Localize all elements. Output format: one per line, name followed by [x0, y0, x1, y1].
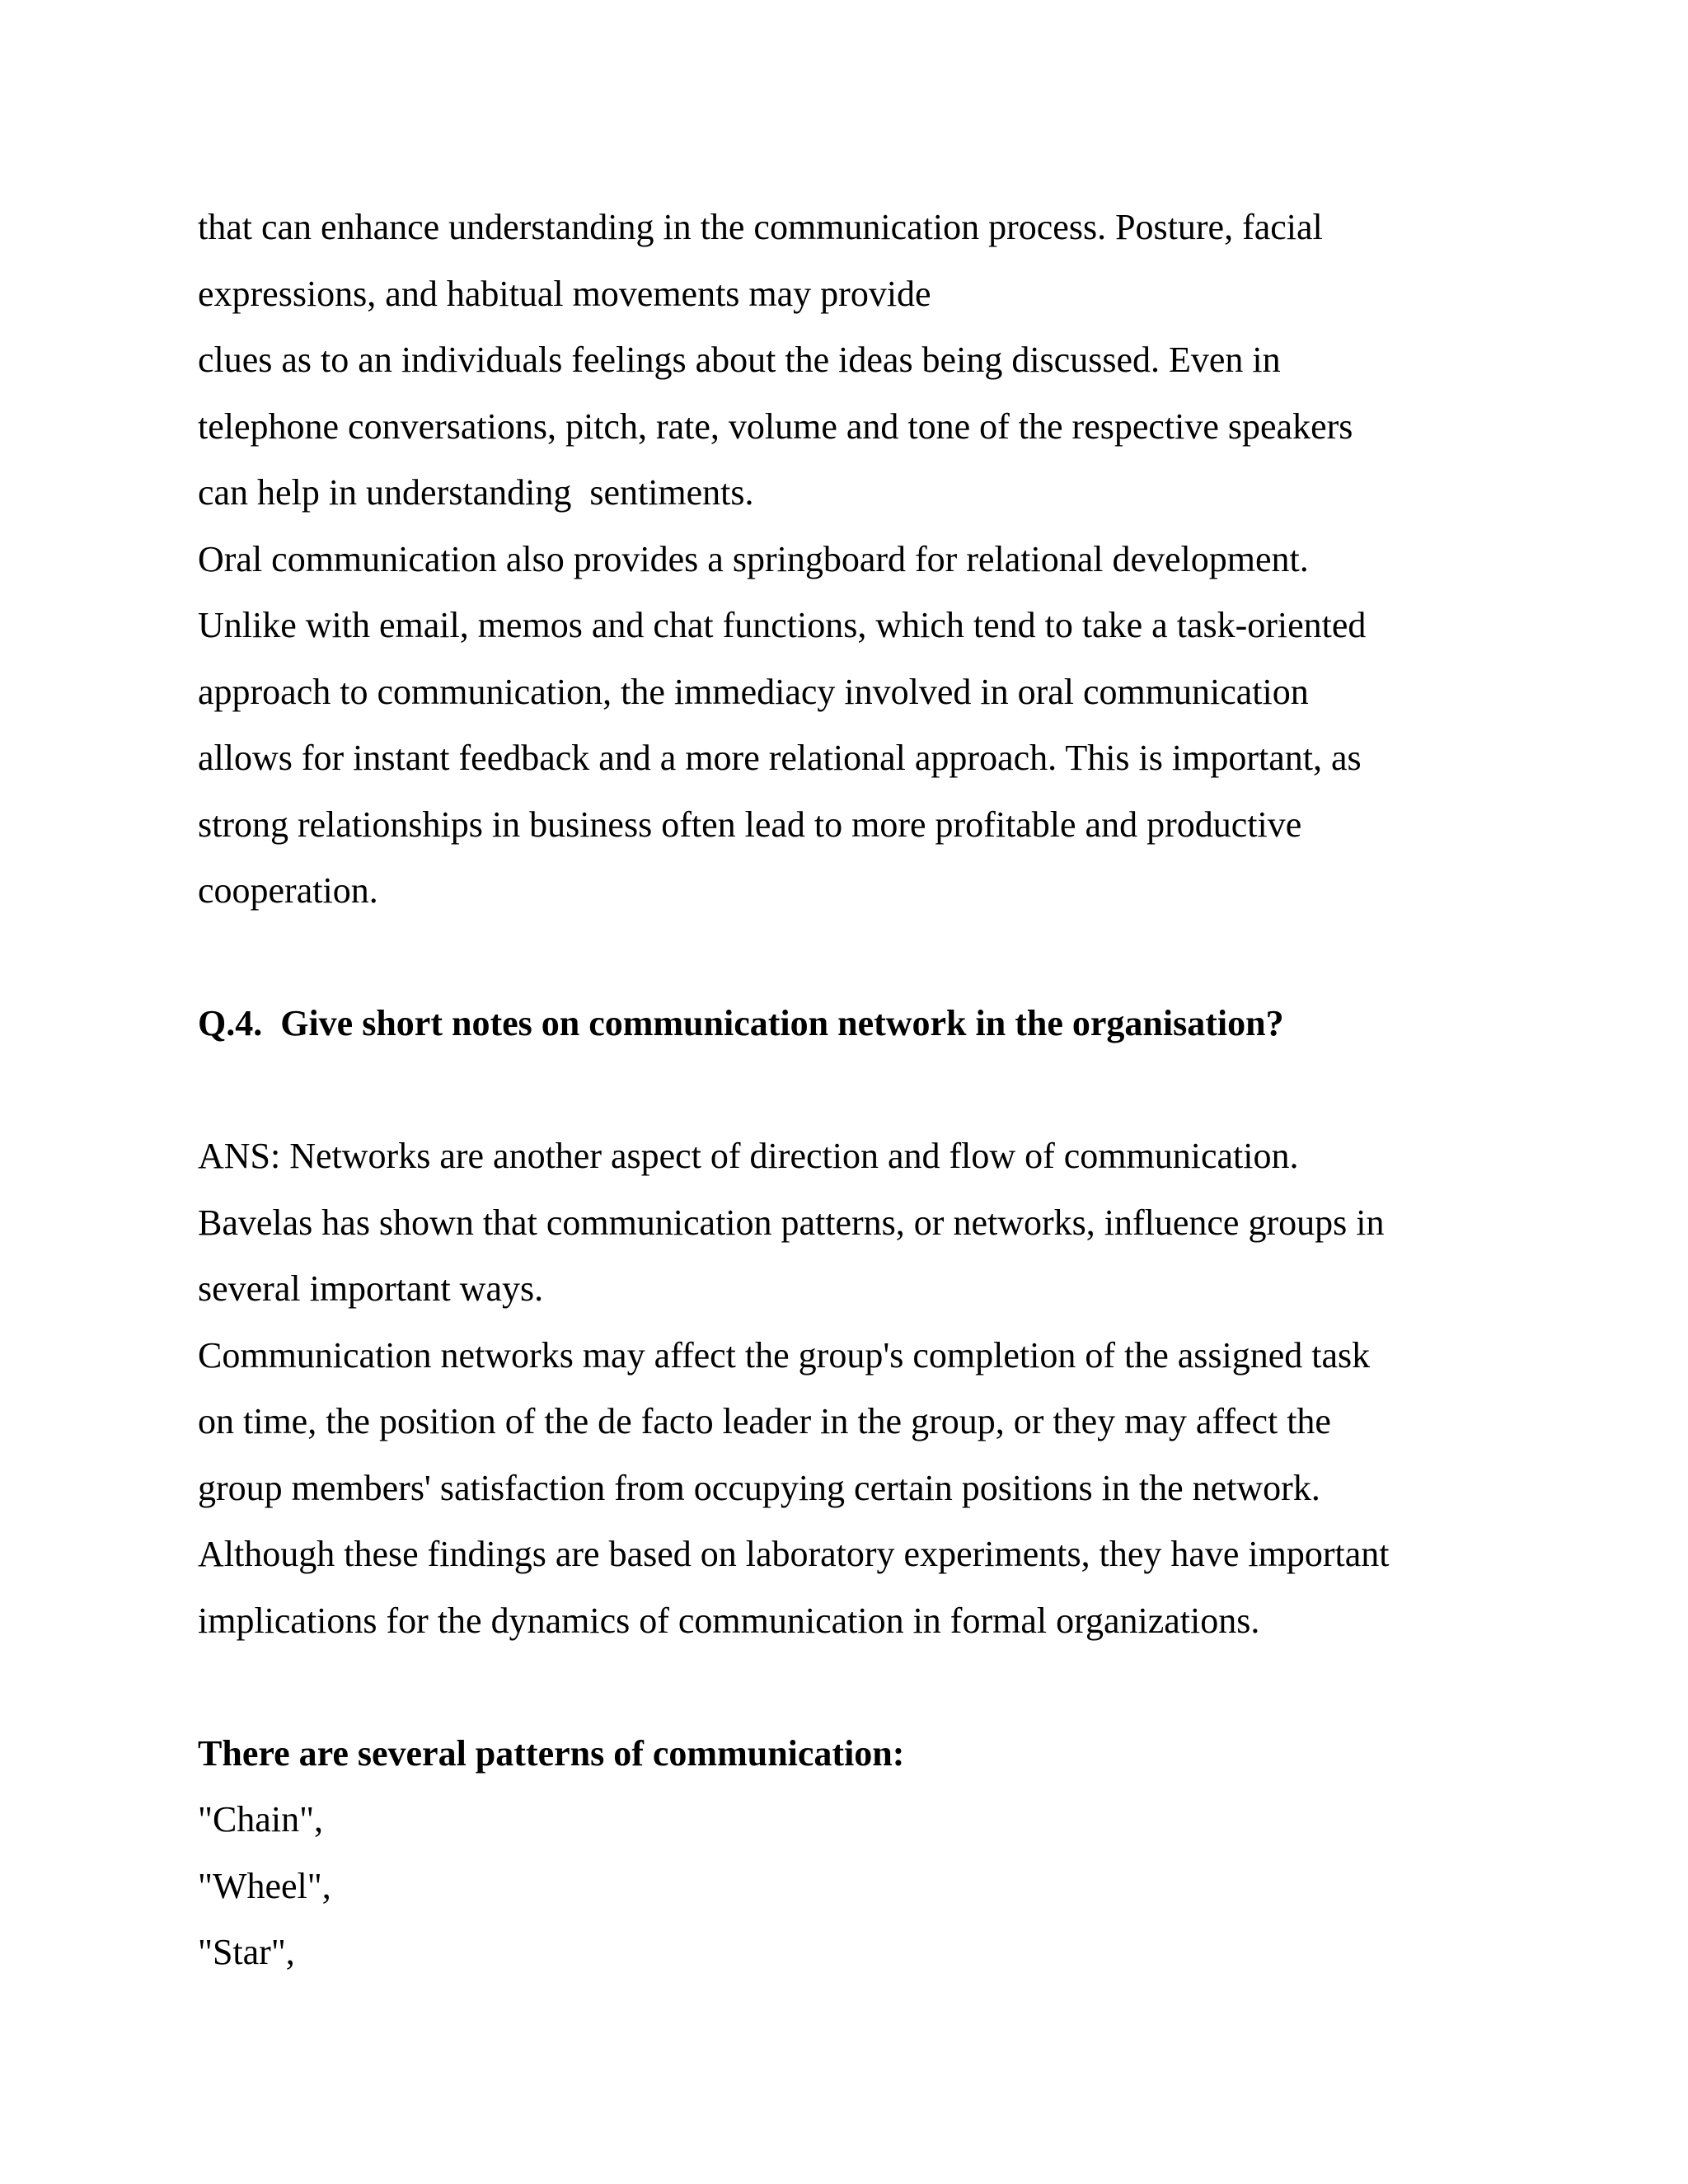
text-line: telephone conversations, pitch, rate, volume and tone of the respective speakers — [198, 405, 1353, 447]
text-line: approach to communication, the immediacy involved in oral communication — [198, 671, 1309, 712]
text-line: Although these findings are based on laboratory experiments, they have important — [198, 1534, 1390, 1574]
text-line: Unlike with email, memos and chat functions, which tend to take a task-oriented — [198, 605, 1367, 645]
text-line: Communication networks may affect the group's completion of the assigned task — [198, 1334, 1371, 1376]
text-line: ANS: Networks are another aspect of direction and flow of communication. — [198, 1136, 1299, 1176]
text-line: strong relationships in business often lead to more profitable and productive — [198, 804, 1302, 845]
text-line: Oral communication also provides a springboard for relational development. — [198, 538, 1309, 579]
text-line: Bavelas has shown that communication patterns, or networks, influence groups in — [198, 1202, 1385, 1243]
list-item: "Wheel", — [198, 1865, 331, 1906]
list-item: "Chain", — [198, 1799, 324, 1840]
text-line: cooperation. — [198, 870, 378, 911]
question-heading: Q.4. Give short notes on communication network in the organisation? — [198, 1003, 1284, 1043]
text-line: can help in understanding sentiments. — [198, 472, 754, 513]
list-item: "Star", — [198, 1932, 295, 1972]
paragraph-relational-development — [198, 527, 1533, 925]
text-line: several important ways. — [198, 1268, 544, 1309]
blank-line — [198, 925, 1533, 991]
patterns-heading: There are several patterns of communication: — [198, 1732, 905, 1774]
paragraph-nonverbal-cues — [198, 194, 1533, 527]
blank-line — [198, 1057, 1533, 1124]
patterns-list — [198, 1787, 1533, 1986]
blank-line — [198, 1654, 1533, 1721]
text-line: clues as to an individuals feelings about the ideas being discussed. Even in — [198, 340, 1281, 380]
answer-paragraph-networks — [198, 1123, 1533, 1323]
text-line: group members' satisfaction from occupying certain positions in the network. — [198, 1467, 1320, 1508]
text-line: that can enhance understanding in the communication process. Posture, facial — [198, 207, 1323, 247]
text-line: implications for the dynamics of communication in formal organizations. — [198, 1600, 1260, 1641]
text-line: on time, the position of the de facto leader in the group, or they may affect the — [198, 1401, 1331, 1441]
text-line: allows for instant feedback and a more relational approach. This is important, as — [198, 738, 1362, 778]
document-body — [198, 194, 1533, 1986]
answer-paragraph-effects — [198, 1323, 1533, 1655]
text-line: expressions, and habitual movements may provide — [198, 273, 931, 314]
